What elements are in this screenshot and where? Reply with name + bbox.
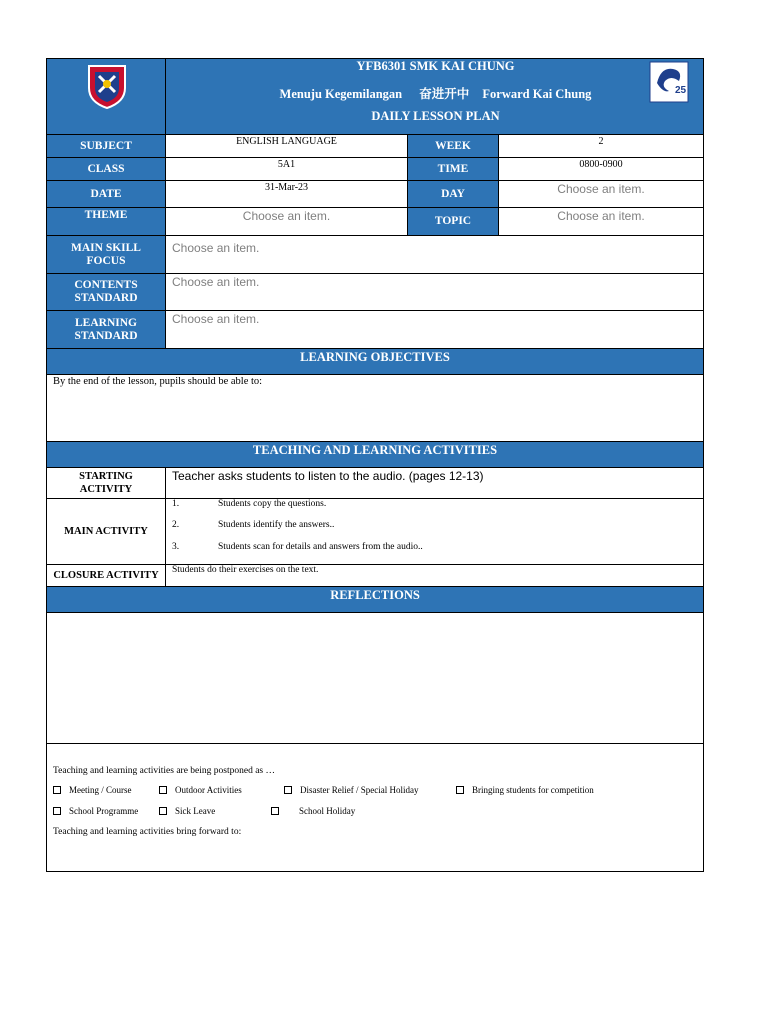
day-value-cell[interactable] [498, 180, 704, 208]
week-label: WEEK [407, 134, 499, 158]
option-school-holiday[interactable] [271, 806, 355, 816]
main-item-text: Students scan for details and answers from the audio.. [218, 542, 423, 552]
anniversary-logo-icon [649, 61, 689, 103]
contents-label-line1: CONTENTS [74, 279, 138, 291]
activities-header [46, 441, 704, 468]
objectives-header [46, 348, 704, 375]
skill-value-cell[interactable] [165, 235, 704, 274]
main-activity-cell[interactable] [165, 498, 704, 565]
class-value: 5A1 [277, 159, 296, 170]
option-label: Disaster Relief / Special Holiday [300, 785, 419, 795]
header-logo-cell [46, 58, 166, 135]
option-outdoor-activities[interactable] [159, 785, 242, 795]
topic-label: TOPIC [407, 207, 499, 236]
day-label: DAY [407, 180, 499, 208]
contents-value-cell[interactable] [165, 273, 704, 311]
theme-label-cell [46, 207, 166, 236]
subject-value-cell [165, 134, 408, 158]
date-label: DATE [46, 180, 166, 208]
main-item-number: 2. [172, 520, 180, 530]
skill-label-line1: MAIN SKILL [71, 241, 141, 254]
svg-text:25: 25 [675, 85, 687, 96]
starting-text: Teacher asks students to listen to the audio. (pages 12-13) [172, 469, 484, 483]
week-value: 2 [598, 136, 604, 147]
main-item-number: 3. [172, 542, 180, 552]
time-label: TIME [407, 157, 499, 181]
reflections-header [46, 586, 704, 613]
learning-label [46, 310, 166, 349]
theme-label: THEME [84, 209, 128, 221]
activities-heading: TEACHING AND LEARNING ACTIVITIES [252, 443, 498, 457]
subject-value: ENGLISH LANGUAGE [236, 136, 337, 147]
school-crest-icon [85, 62, 129, 110]
option-sick-leave[interactable] [159, 806, 215, 816]
theme-value-cell[interactable] [165, 207, 408, 236]
checkbox-icon[interactable] [271, 807, 279, 815]
subject-label: SUBJECT [46, 134, 166, 158]
learning-value-cell[interactable] [165, 310, 704, 349]
objectives-box[interactable] [46, 374, 704, 442]
learning-label-line1: LEARNING [75, 316, 137, 329]
checkbox-icon[interactable] [53, 807, 61, 815]
motto-english: Forward Kai Chung [482, 87, 592, 101]
objectives-text: By the end of the lesson, pupils should be able to: [53, 376, 263, 387]
closure-value-cell[interactable] [165, 564, 704, 587]
plan-title: DAILY LESSON PLAN [371, 109, 500, 123]
checkbox-icon[interactable] [456, 786, 464, 794]
contents-label [46, 273, 166, 311]
learning-dropdown[interactable]: Choose an item. [172, 312, 260, 326]
starting-value-cell[interactable] [165, 467, 704, 499]
closure-text: Students do their exercises on the text. [172, 565, 319, 575]
time-value-cell [498, 157, 704, 181]
theme-dropdown[interactable]: Choose an item. [242, 209, 331, 223]
class-value-cell [165, 157, 408, 181]
school-name: YFB6301 SMK KAI CHUNG [356, 59, 515, 73]
starting-label-line1: STARTING [79, 471, 133, 482]
date-value: 31-Mar-23 [264, 182, 309, 193]
main-item [172, 520, 334, 530]
skill-dropdown[interactable]: Choose an item. [172, 241, 260, 255]
option-school-programme[interactable] [53, 806, 138, 816]
option-disaster-relief[interactable] [284, 785, 418, 795]
skill-label [46, 235, 166, 274]
option-competition[interactable] [456, 785, 594, 795]
topic-dropdown[interactable]: Choose an item. [557, 209, 645, 223]
option-label: Meeting / Course [69, 785, 132, 795]
postponed-box [46, 743, 704, 872]
starting-label [46, 467, 166, 499]
date-value-cell [165, 180, 408, 208]
motto-line [166, 84, 705, 102]
bring-forward-text: Teaching and learning activities bring forward to: [53, 827, 242, 837]
contents-dropdown[interactable]: Choose an item. [172, 275, 260, 289]
checkbox-icon[interactable] [53, 786, 61, 794]
week-value-cell [498, 134, 704, 158]
main-item-number: 1. [172, 499, 180, 509]
closure-label: CLOSURE ACTIVITY [46, 564, 166, 587]
checkbox-icon[interactable] [159, 807, 167, 815]
time-value: 0800-0900 [579, 159, 623, 170]
day-dropdown[interactable]: Choose an item. [557, 182, 645, 196]
option-label: Sick Leave [175, 806, 216, 816]
starting-label-line2: ACTIVITY [79, 484, 133, 495]
postponed-intro: Teaching and learning activities are being postponed as … [53, 766, 275, 776]
motto-chinese: 奋进开中 [419, 86, 470, 101]
option-meeting-course[interactable] [53, 785, 132, 795]
main-item [172, 542, 423, 552]
reflections-box[interactable] [46, 612, 704, 744]
class-label: CLASS [46, 157, 166, 181]
main-item [172, 499, 326, 509]
reflections-heading: REFLECTIONS [330, 588, 420, 602]
main-item-text: Students copy the questions. [218, 499, 327, 509]
learning-label-line2: STANDARD [74, 329, 138, 342]
header-title-cell [165, 58, 704, 135]
checkbox-icon[interactable] [284, 786, 292, 794]
option-label: School Holiday [299, 806, 356, 816]
main-activity-label: MAIN ACTIVITY [46, 498, 166, 565]
skill-label-line2: FOCUS [86, 254, 126, 267]
motto-malay: Menuju Kegemilangan [279, 87, 403, 101]
option-label: School Programme [69, 806, 139, 816]
topic-value-cell[interactable] [498, 207, 704, 236]
option-label: Bringing students for competition [472, 785, 594, 795]
main-item-text: Students identify the answers.. [218, 520, 335, 530]
contents-label-line2: STANDARD [74, 292, 138, 304]
option-label: Outdoor Activities [175, 785, 242, 795]
objectives-heading: LEARNING OBJECTIVES [300, 350, 450, 364]
checkbox-icon[interactable] [159, 786, 167, 794]
